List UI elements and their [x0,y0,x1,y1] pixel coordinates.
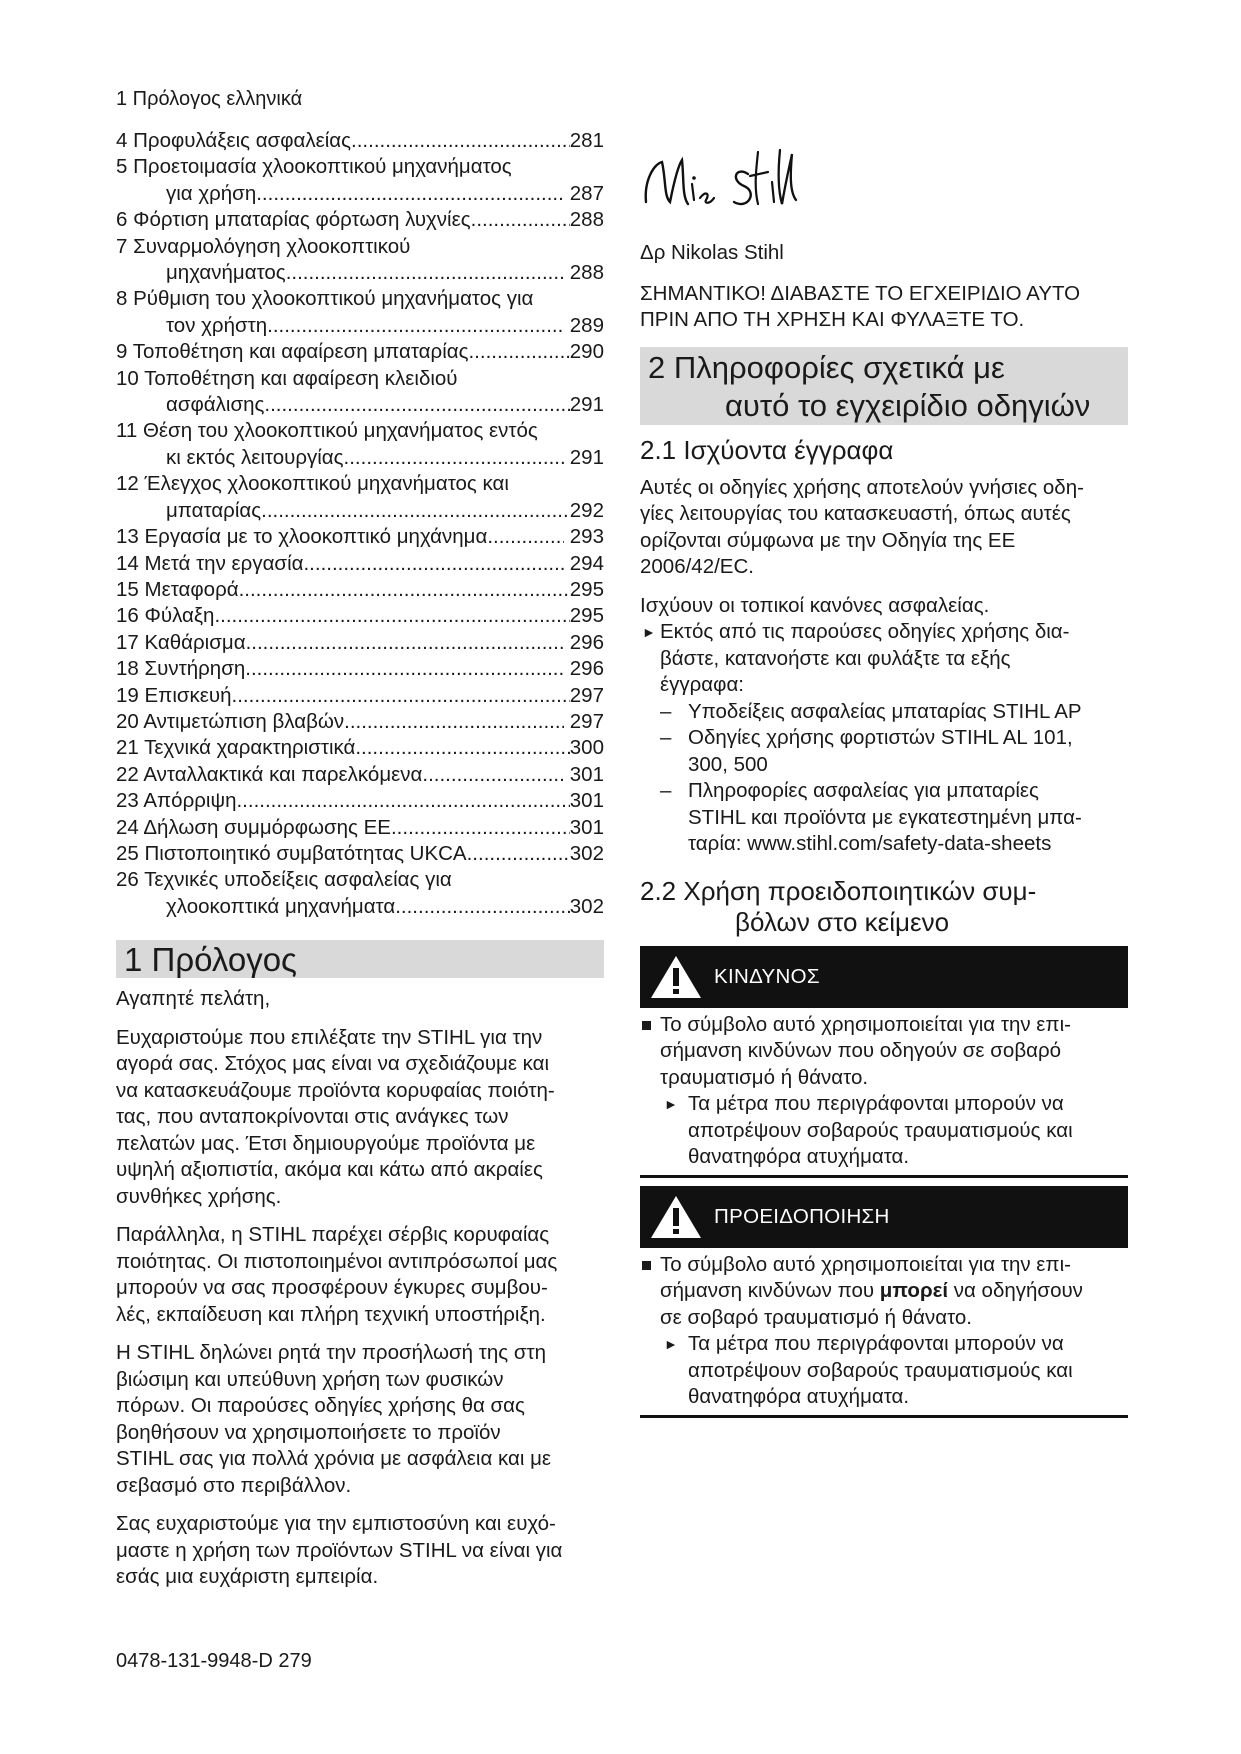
toc-title: 23 Απόρριψη [116,789,237,813]
text-line: γίες λειτουργίας του κατασκευαστή, όπως αυτές [640,502,1071,525]
section2-2-heading-line: 2.2 Χρήση προειδοποιητικών συμ- [640,875,1037,906]
toc-leader-dots [487,524,563,550]
warning-text-line: σε σοβαρό τραυματισμό ή θάνατο. [660,1305,972,1329]
toc-entry[interactable] [116,207,604,233]
danger-description [640,1012,1128,1092]
text-line: Τα μέτρα που περιγράφονται μπορούν να [688,1332,1064,1355]
toc-title: 15 Μεταφορά [116,577,239,601]
warning-text-part: να οδηγήσουν [948,1279,1083,1302]
text-line: αποτρέψουν σοβαρούς τραυματισμούς και [688,1358,1073,1382]
warning-bar [640,1186,1128,1248]
text-line: STIHL και προϊόντα με εγκατεστημένη μπα- [688,805,1082,829]
text-line: Το σύμβολο αυτό χρησιμοποιείται για την επι- [660,1012,1071,1036]
toc-entry[interactable] [116,656,604,682]
toc-page-number: 297 [569,683,604,707]
toc-entry[interactable] [116,577,604,603]
toc-line [116,709,604,735]
toc-entry[interactable] [116,524,604,550]
text-line: σήμανση κινδύνων που οδηγούν σε σοβαρό [660,1039,1062,1062]
toc-line [116,339,604,365]
toc-title: για χρήση [166,181,257,205]
toc-title: 16 Φύλαξη [116,604,215,628]
toc-entry[interactable] [116,683,604,709]
toc-title: 8 Ρύθμιση του χλοοκοπτικού μηχανήματος για [116,287,534,311]
toc-leader-dots [256,181,564,207]
toc-title: κι εκτός λειτουργίας [166,445,344,469]
toc-page-number: 296 [569,657,604,681]
toc-page-number: 291 [569,445,604,469]
toc-line [116,286,604,312]
toc-title: 6 Φόρτιση μπαταρίας φόρτωση λυχνίες [116,208,471,232]
toc-line [116,656,604,682]
text-line: σεβασμό στο περιβάλλον. [116,1473,352,1497]
toc-leader-dots [344,709,564,735]
toc-line [116,154,604,180]
toc-line [116,841,604,867]
toc-entry[interactable] [116,128,604,154]
toc-entry[interactable] [116,709,604,735]
toc-entry[interactable] [116,286,604,339]
arrow-marker-icon: ► [664,1336,678,1352]
toc-entry[interactable] [116,762,604,788]
preface-heading: 1 Πρόλογος [116,940,604,978]
text-line: έγγραφα: [660,673,744,696]
toc-title: ασφάλισης [166,393,265,417]
toc-title: 5 Προετοιμασία χλοοκοπτικού μηχανήματος [116,155,512,179]
local-rules: Ισχύουν οι τοπικοί κανόνες ασφαλείας. [640,593,990,617]
toc-title: 26 Τεχνικές υποδείξεις ασφαλείας για [116,868,452,892]
toc-entry[interactable] [116,603,604,629]
toc-leader-dots [468,339,569,365]
documents-instruction [640,619,1128,699]
toc-entry[interactable] [116,815,604,841]
toc-line [116,735,604,761]
warning-emphasis: μπορεί [879,1279,949,1302]
toc-leader-dots [261,498,570,524]
toc-line [116,181,604,207]
warning-description [640,1252,1128,1332]
toc-page-number: 300 [569,736,604,760]
dash-marker-icon: – [660,726,672,749]
preface-body [116,1025,604,1591]
preface-paragraph [116,1025,604,1211]
toc-line [116,445,604,471]
toc-page-number: 302 [569,894,604,918]
danger-measures [640,1091,1128,1171]
toc-page-number: 296 [569,630,604,654]
square-bullet-icon [642,1261,651,1270]
toc-line [116,260,604,286]
text-line: Οδηγίες χρήσης φορτιστών STIHL AL 101, [688,726,1073,749]
important-line: ΣΗΜΑΝΤΙΚΟ! ΔΙΑΒΑΣΤΕ ΤΟ ΕΓΧΕΙΡΙΔΙΟ ΑΥΤΟ [640,281,1081,305]
preface-greeting: Αγαπητέ πελάτη, [116,987,271,1011]
warning-text-part: σήμανση κινδύνων που [660,1279,880,1302]
warning-triangle-icon [648,953,704,1001]
toc-page-number: 294 [569,551,604,575]
preface-paragraph [116,1340,604,1499]
toc-line [116,815,604,841]
toc-leader-dots [264,392,569,418]
toc-leader-dots [395,894,570,920]
text-line: πελατών μας. Έτσι δημιουργούμε προϊόντα με [116,1131,536,1155]
signature [640,140,1128,226]
toc-line [116,392,604,418]
toc-title: 22 Ανταλλακτικά και παρελκόμενα [116,762,423,786]
signatory-name: Δρ Nikolas Stihl [640,241,784,264]
arrow-marker-icon: ► [642,624,656,640]
danger-bar [640,946,1128,1008]
text-line: τας, που ανταποκρίνονται στις ανάγκες των [116,1105,509,1129]
toc-line [116,498,604,524]
text-line: 300, 500 [688,752,768,776]
toc-line [116,577,604,603]
text-line: αγορά σας. Στόχος μας είναι να σχεδιάζουμε και [116,1052,550,1076]
toc-title: 24 Δήλωση συμμόρφωσης ΕΕ [116,815,391,839]
toc-title: 4 Προφυλάξεις ασφαλείας [116,129,352,152]
warning-text-line [660,1278,1128,1305]
toc-page-number: 290 [569,340,604,364]
warning-measures [640,1331,1128,1411]
toc-page-number: 295 [569,577,604,601]
toc-line [116,207,604,233]
section2-2-heading-line: βόλων στο κείμενο [735,906,950,937]
text-line: μαστε η χρήση των προϊόντων STIHL να είναι για [116,1538,563,1562]
toc-title: 7 Συναρμολόγηση χλοοκοπτικού [116,234,411,258]
toc-leader-dots [422,762,563,788]
toc-line [116,762,604,788]
important-notice [640,281,1128,333]
toc-title: 12 Έλεγχος χλοοκοπτικού μηχανήματος και [116,472,509,496]
toc-leader-dots [391,815,570,841]
preface-paragraph [116,1511,604,1591]
text-line: Ευχαριστούμε που επιλέξατε την STIHL για την [116,1025,543,1049]
toc-page-number: 295 [569,604,604,628]
toc-title: 9 Τοποθέτηση και αφαίρεση μπαταρίας [116,340,469,364]
toc-line [116,630,604,656]
toc-title: 25 Πιστοποιητικό συμβατότητας UKCA [116,841,467,865]
page-footer: 0478-131-9948-D 279 [116,1650,312,1672]
dash-marker-icon: – [660,779,672,802]
toc-page-number: 291 [569,393,604,417]
toc-line [116,683,604,709]
toc-page-number: 297 [569,709,604,733]
toc-line [116,366,604,392]
text-line: βάστε, κατανοήστε και φυλάξτε τα εξής [660,646,1011,670]
toc-title: τον χρήστη [166,313,268,337]
toc-title: χλοοκοπτικά μηχανήματα [166,894,396,918]
section2-1-intro [640,475,1128,581]
toc-title: 13 Εργασία με το χλοοκοπτικό μηχάνημα [116,525,488,549]
toc-entry[interactable] [116,234,604,287]
arrow-marker-icon: ► [664,1096,678,1112]
toc-title: 17 Καθάρισμα [116,630,246,654]
toc-entry[interactable] [116,418,604,471]
text-line: Αυτές οι οδηγίες χρήσης αποτελούν γνήσιες οδη- [640,475,1084,499]
danger-label: ΚΙΝΔΥΝΟΣ [714,964,820,988]
text-line: ορίζονται σύμφωνα με την Οδηγία της ΕΕ [640,528,1016,552]
text-line: ποιότητας. Οι πιστοποιημένοι αντιπρόσωποί μας [116,1249,558,1273]
warning-text-line: Το σύμβολο αυτό χρησιμοποιείται για την επι- [660,1252,1071,1276]
document-item [640,699,1128,726]
toc-page-number: 293 [569,525,604,549]
text-line: εσάς μια ευχάριστη εμπειρία. [116,1565,379,1589]
text-line: Η STIHL δηλώνει ρητά την προσήλωσή της στη [116,1341,546,1365]
toc-title: 18 Συντήρηση [116,657,246,681]
toc-leader-dots [351,128,570,154]
toc-line [116,313,604,339]
text-line: Υποδείξεις ασφαλείας μπαταρίας STIHL AP [688,699,1082,723]
text-line: STIHL σας για πολλά χρόνια με ασφάλεια και με [116,1447,552,1471]
toc-title: 21 Τεχνικά χαρακτηριστικά [116,736,356,760]
toc-entry[interactable] [116,366,604,419]
running-header: 1 Πρόλογος ελληνικά [116,88,303,110]
toc-page-number: 288 [569,208,604,232]
toc-line [116,788,604,814]
signature-image [640,140,810,226]
toc-entry[interactable] [116,154,604,207]
toc-line [116,418,604,444]
toc-line [116,867,604,893]
text-line: Πληροφορίες ασφαλείας για μπαταρίες [688,779,1039,802]
toc-entry[interactable] [116,867,604,920]
toc-page-number: 302 [569,841,604,865]
section2-1-heading: 2.1 Ισχύοντα έγγραφα [640,434,894,465]
text-line: συνθήκες χρήσης. [116,1184,282,1208]
toc-title: 14 Μετά την εργασία [116,551,304,575]
text-line: υψηλή αξιοπιστία, ακόμα και κάτω από ακραίες [116,1158,543,1182]
text-line: θανατηφόρα ατυχήματα. [688,1145,910,1168]
warning-triangle-icon [648,1193,704,1241]
toc-leader-dots [267,313,564,339]
text-line: να κατασκευάζουμε προϊόντα κορυφαίας ποιότη- [116,1078,555,1102]
toc-line [116,524,604,550]
toc-leader-dots [303,551,563,577]
toc-entry[interactable] [116,630,604,656]
toc-page-number: 287 [569,181,604,205]
warning-label: ΠΡΟΕΙΔΟΠΟΙΗΣΗ [714,1204,890,1228]
toc-leader-dots [214,603,569,629]
toc-leader-dots [232,683,570,709]
text-line: βοηθήσουν να χρησιμοποιήσετε το προϊόν [116,1420,501,1444]
text-line: Εκτός από τις παρούσες οδηγίες χρήσης δια- [660,620,1070,643]
toc-page-number: 301 [569,762,604,786]
toc-page-number: 281 [569,129,604,152]
text-line: τραυματισμό ή θάνατο. [660,1065,869,1089]
toc-line [116,603,604,629]
text-line: λές, εκπαίδευση και πλήρη τεχνική υποστήριξη. [116,1302,546,1326]
toc-leader-dots [245,656,564,682]
text-line: Παράλληλα, η STIHL παρέχει σέρβις κορυφαίας [116,1223,550,1247]
text-line: πόρων. Οι παρούσες οδηγίες χρήσης θα σας [116,1394,525,1418]
toc-title: 20 Αντιμετώπιση βλαβών [116,709,345,733]
document-item [640,725,1128,778]
toc-title: 10 Τοποθέτηση και αφαίρεση κλειδιού [116,366,458,390]
text-line: θανατηφόρα ατυχήματα. [688,1385,910,1408]
toc-title: μηχανήματος [166,261,286,285]
text-line: Τα μέτρα που περιγράφονται μπορούν να [688,1092,1064,1115]
toc-leader-dots [246,630,564,656]
important-line: ΠΡΙΝ ΑΠΟ ΤΗ ΧΡΗΣΗ ΚΑΙ ΦΥΛΑΞΤΕ ΤΟ. [640,307,1025,331]
toc-entry[interactable] [116,471,604,524]
toc-line [116,471,604,497]
text-line: μπορούν να σας προσφέρουν έγκυρες συμβου- [116,1276,548,1300]
warning-block [640,1186,1128,1418]
section2-heading-line: 2 Πληροφορίες σχετικά με [648,349,1005,385]
dash-marker-icon: – [660,699,672,723]
square-bullet-icon [642,1021,651,1030]
left-column [116,128,604,1591]
section2-2-heading [640,876,1128,938]
documents-list [640,699,1128,858]
document-item [640,778,1128,858]
toc-page-number: 301 [569,815,604,839]
toc-page-number: 301 [569,789,604,813]
section2-heading [640,347,1128,425]
toc-leader-dots [471,207,570,233]
toc-line [116,894,604,920]
toc-leader-dots [239,577,570,603]
toc-page-number: 292 [569,498,604,522]
toc-leader-dots [344,445,564,471]
right-column [640,140,1128,1418]
toc-leader-dots [467,841,570,867]
table-of-contents [116,128,604,920]
danger-block [640,946,1128,1178]
preface-paragraph [116,1222,604,1328]
toc-entry[interactable] [116,551,604,577]
text-line: βιώσιμη και υπεύθυνη χρήση των φυσικών [116,1367,504,1391]
text-line: 2006/42/EC. [640,555,754,578]
text-line: αποτρέψουν σοβαρούς τραυματισμούς και [688,1118,1073,1142]
text-line: Σας ευχαριστούμε για την εμπιστοσύνη και ευχό- [116,1512,556,1536]
section2-heading-line: αυτό το εγχειρίδιο οδηγιών [725,387,1091,423]
toc-line [116,234,604,260]
toc-leader-dots [286,260,564,286]
toc-title: μπαταρίας [166,498,262,522]
toc-entry[interactable] [116,339,604,365]
toc-entry[interactable] [116,788,604,814]
toc-line [116,551,604,577]
toc-page-number: 288 [569,261,604,285]
toc-entry[interactable] [116,841,604,867]
toc-title: 11 Θέση του χλοοκοπτικού μηχανήματος εντός [116,419,538,443]
toc-page-number: 289 [569,313,604,337]
toc-leader-dots [236,788,569,814]
text-line: ταρία: www.stihl.com/safety-data-sheets [688,832,1052,855]
toc-entry[interactable] [116,735,604,761]
toc-title: 19 Επισκευή [116,683,232,707]
toc-leader-dots [355,735,569,761]
toc-line [116,128,604,154]
